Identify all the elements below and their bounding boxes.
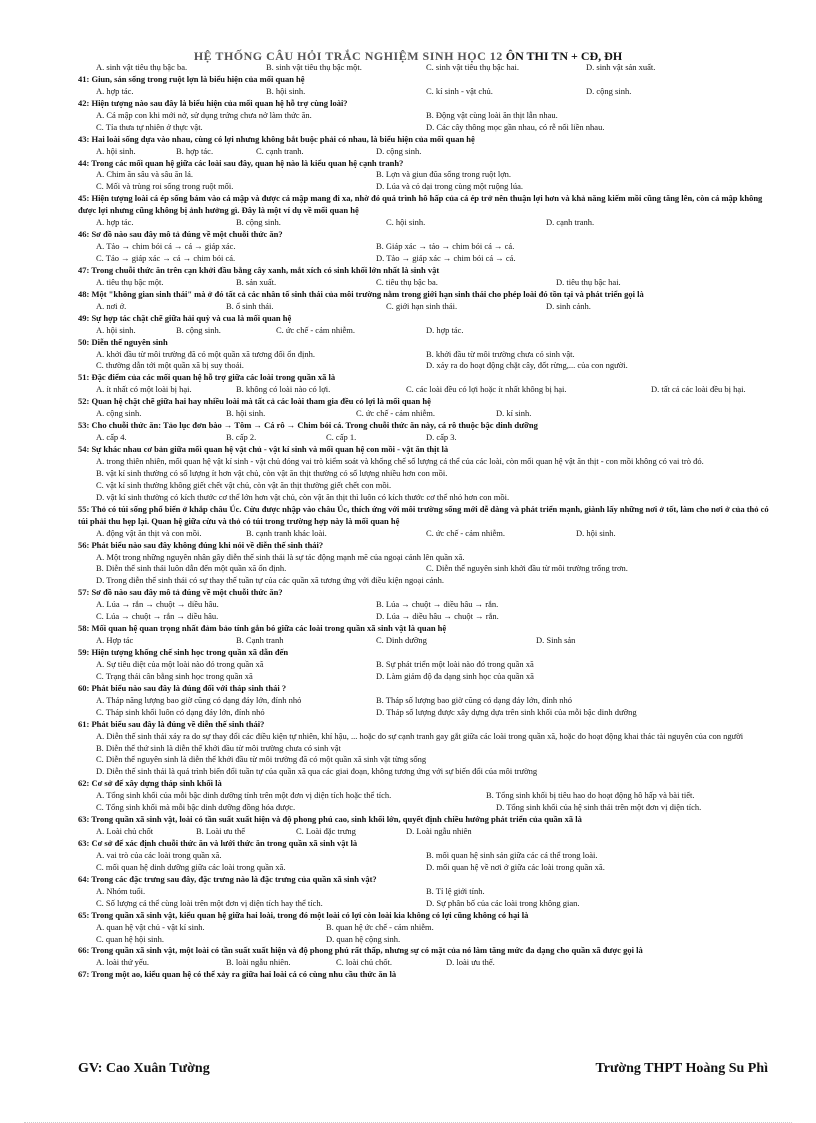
answer-option: B. Cạnh tranh	[236, 635, 284, 646]
answer-row	[78, 480, 774, 492]
answer-option: A. Diễn thế sinh thái xảy ra do sự thay đổi các điều kiện tự nhiên, khí hậu, ... hoặc do sự cạnh tranh gay gắt giữa các loài trong quần xã, hoặc do hoạt động khai thác tài nguyên của con người	[96, 730, 744, 741]
answer-option: B. Lúa → chuột → diều hâu → rắn.	[376, 599, 499, 610]
answer-row	[78, 898, 774, 910]
answer-row	[78, 790, 774, 802]
answer-option: A. Tháp năng lượng bao giờ cũng có dạng đáy lớn, đỉnh nhỏ	[96, 694, 302, 705]
answer-option: A. Lúa → rắn → chuột → diều hâu.	[96, 599, 219, 610]
answer-option: B. Diễn thế sinh thái luôn dẫn đến một quần xã ổn định.	[96, 563, 287, 574]
answer-row	[78, 886, 774, 898]
answer-option: A. hội sinh.	[96, 324, 136, 335]
answer-row	[78, 850, 774, 862]
question-text: 45: Hiện tượng loài cá ép sống bám vào cá mập và được cá mập mang đi xa, nhờ đó quá trình hô hấp của cá ép trở nên thuận lợi hơn và khả năng kiếm mồi cũng tăng lên, còn cá mập không được lợi nhưng cũng không bị ảnh hưởng gì. Đây là một ví dụ về mối quan hệ	[78, 193, 763, 216]
answer-row	[78, 934, 774, 946]
answer-option: B. Tổng sinh khối bị tiêu hao do hoạt động hô hấp và bài tiết.	[486, 790, 695, 801]
answer-option: B. sinh vật tiêu thụ bậc một.	[266, 62, 362, 72]
answer-row	[78, 802, 774, 814]
answer-option: C. Số lượng cá thể cùng loài trên một đơn vị diện tích hay thể tích.	[96, 897, 323, 908]
answer-option: D. cạnh tranh.	[546, 217, 595, 228]
question-text: 59: Hiện tượng khống chế sinh học trong quần xã dẫn đến	[78, 647, 289, 658]
answer-row	[78, 432, 774, 444]
answer-option: C. Tổng sinh khối mà mỗi bậc dinh dưỡng đồng hóa được.	[96, 802, 296, 813]
answer-option: D. Trong diễn thế sinh thái có sự thay thế tuần tự của các quần xã tương ứng với điều kiện ngoại cảnh.	[96, 575, 444, 586]
answer-option: B. cộng sinh.	[236, 217, 281, 228]
answer-row	[78, 754, 774, 766]
question-text: 44: Trong các mối quan hệ giữa các loài sau đây, quan hệ nào là kiểu quan hệ cạnh tranh?	[78, 157, 404, 168]
header-subtitle: ÔN THI TN + CĐ, ĐH	[505, 49, 623, 63]
answer-row	[78, 743, 774, 755]
answer-row	[78, 349, 774, 361]
answer-row	[78, 922, 774, 934]
footer-teacher: GV: Cao Xuân Tường	[78, 1061, 210, 1076]
answer-option: C. Tỉa thưa tự nhiên ở thực vật.	[96, 121, 203, 132]
answer-option: D. tất cả các loài đều bị hại.	[651, 384, 746, 395]
answer-option: B. ổ sinh thái.	[226, 300, 274, 311]
question-text: 53: Cho chuỗi thức ăn: Tảo lục đơn bào → Tôm → Cá rô → Chim bói cá. Trong chuỗi thức ăn này, cá rô thuộc bậc dinh dưỡng	[78, 420, 538, 431]
answer-row	[78, 325, 774, 337]
answer-option: D. Sinh sản	[536, 635, 576, 646]
answer-row	[78, 552, 774, 564]
answer-option: C. ức chế - cảm nhiễm.	[426, 527, 505, 538]
answer-option: A. động vật ăn thịt và con mồi.	[96, 527, 202, 538]
question-text: 49: Sự hợp tác chặt chẽ giữa hải quỳ và cua là mối quan hệ	[78, 312, 292, 323]
answer-option: B. quan hệ ức chế - cảm nhiễm.	[326, 921, 434, 932]
answer-option: D. Loài ngẫu nhiên	[406, 826, 472, 837]
question-text: 65: Trong quần xã sinh vật, kiểu quan hệ giữa hai loài, trong đó một loài có lợi còn loài kia không có lợi cũng không có hại là	[78, 909, 529, 920]
answer-option: A. Hợp tác	[96, 635, 134, 646]
question-text: 63: Cơ sở để xác định chuỗi thức ăn và lưới thức ăn trong quần xã sinh vật là	[78, 838, 358, 849]
answer-option: D. Diễn thế sinh thái là quá trình biến đổi tuần tự của quần xã qua các giai đoạn, không tương ứng với sự biến đổi của môi trường	[96, 766, 538, 777]
answer-option: B. Loài ưu thế	[196, 826, 245, 837]
question-text: 61: Phát biểu sau đây là đúng về diễn thế sinh thái?	[78, 718, 265, 729]
answer-option: A. Tảo → chim bói cá → cá → giáp xác.	[96, 241, 236, 252]
answer-row	[78, 635, 774, 647]
answer-row	[78, 110, 774, 122]
answer-row	[78, 384, 774, 396]
answer-option: A. Chim ăn sâu và sâu ăn lá.	[96, 169, 194, 180]
answer-option: D. Làm giảm độ đa dạng sinh học của quần xã	[376, 670, 534, 681]
answer-row	[78, 563, 774, 575]
answer-option: A. nơi ở.	[96, 300, 127, 311]
answer-option: C. các loài đều có lợi hoặc ít nhất không bị hại.	[406, 384, 567, 395]
answer-row	[78, 360, 774, 372]
answer-option: C. Dinh dưỡng	[376, 635, 427, 646]
answer-option: B. khởi đầu từ môi trường chưa có sinh vật.	[426, 348, 575, 359]
answer-option: C. Tháp sinh khối luôn có dạng đáy lớn, đỉnh nhỏ	[96, 706, 265, 717]
question-text: 48: Một "không gian sinh thái" mà ở đó tất cả các nhân tố sinh thái của môi trường nằm trong giới hạn sinh thái cho phép loài đó tồn tại và phát triển gọi là	[78, 288, 644, 299]
question-text: 57: Sơ đồ nào sau đây mô tả đúng về một chuỗi thức ăn?	[78, 587, 283, 598]
question-text: 54: Sự khác nhau cơ bản giữa mối quan hệ vật chủ - vật kí sinh và mối quan hệ con mồi - vật ăn thịt là	[78, 444, 449, 455]
question-text: 56: Phát biểu nào sau đây không đúng khi nói về diễn thế sinh thái?	[78, 539, 324, 550]
answer-option: B. sản xuất.	[236, 276, 277, 287]
footer-school: Trường THPT Hoàng Su Phì	[595, 1061, 768, 1076]
question-text: 52: Quan hệ chặt chẽ giữa hai hay nhiều loài mà tất cả các loài tham gia đều có lợi là mối quan hệ	[78, 396, 431, 407]
question-text: 42: Hiện tượng nào sau đây là biểu hiện của mối quan hệ hỗ trợ cùng loài?	[78, 97, 348, 108]
answer-row	[78, 766, 774, 778]
question-text: 58: Mối quan hệ quan trọng nhất đảm bảo tính gắn bó giữa các loài trong quần xã sinh vật là quan hệ	[78, 623, 447, 634]
answer-option: A. Tổng sinh khối của mỗi bậc dinh dưỡng tính trên một đơn vị diện tích hoặc thể tích.	[96, 790, 392, 801]
answer-option: C. vật kí sinh thường không giết chết vật chủ, còn vật ăn thịt thường giết chết con mồi.	[96, 479, 392, 490]
answer-option: B. hội sinh.	[226, 408, 266, 419]
answer-option: B. cộng sinh.	[176, 324, 221, 335]
answer-row	[78, 599, 774, 611]
answer-option: C. Lúa → chuột → rắn → diều hâu.	[96, 611, 219, 622]
question-text: 51: Đặc điểm của các mối quan hệ hỗ trợ giữa các loài trong quần xã là	[78, 372, 336, 383]
answer-option: A. Nhóm tuổi.	[96, 885, 146, 896]
answer-row	[78, 408, 774, 420]
answer-row	[78, 62, 774, 74]
answer-row	[78, 492, 774, 504]
answer-option: D. sinh vật sản xuất.	[586, 62, 656, 72]
question-list	[78, 62, 774, 981]
question-text: 60: Phát biểu nào sau đây là đúng đối với tháp sinh thái ?	[78, 682, 287, 693]
answer-option: B. Lợn và giun đũa sống trong ruột lợn.	[376, 169, 512, 180]
answer-option: C. Loài đặc trưng	[296, 826, 356, 837]
answer-option: C. quan hệ hội sinh.	[96, 933, 164, 944]
answer-option: B. mối quan hệ sinh sản giữa các cá thể trong loài.	[426, 849, 598, 860]
answer-row	[78, 122, 774, 134]
answer-option: C. thường dẫn tới một quần xã bị suy thoái.	[96, 360, 244, 371]
answer-option: A. hợp tác.	[96, 217, 134, 228]
answer-option: D. Tảo → giáp xác → chim bói cá → cá.	[376, 253, 516, 264]
question-text: 41: Giun, sán sống trong ruột lợn là biểu hiện của mối quan hệ	[78, 73, 305, 84]
answer-row	[78, 253, 774, 265]
answer-option: C. Mối và trùng roi sống trong ruột mối.	[96, 181, 234, 192]
answer-option: A. Một trong những nguyên nhân gây diễn thế sinh thái là sự tác động mạnh mẽ của ngoại cảnh lên quần xã.	[96, 551, 465, 562]
answer-option: C. Trạng thái cân bằng sinh học trong quần xã	[96, 670, 253, 681]
answer-option: B. loài ngẫu nhiên.	[226, 957, 291, 968]
answer-row	[78, 659, 774, 671]
answer-option: C. Tảo → giáp xác → cá → chim bói cá.	[96, 253, 236, 264]
answer-option: A. Sự tiêu diệt của một loài nào đó trong quần xã	[96, 658, 264, 669]
answer-row	[78, 169, 774, 181]
answer-option: A. tiêu thụ bậc một.	[96, 276, 164, 287]
answer-row	[78, 862, 774, 874]
answer-option: D. hội sinh.	[576, 527, 616, 538]
answer-option: A. ít nhất có một loài bị hại.	[96, 384, 192, 395]
answer-option: A. quan hệ vật chủ - vật kí sinh.	[96, 921, 205, 932]
answer-option: C. cạnh tranh.	[256, 145, 304, 156]
question-text: 66: Trong quần xã sinh vật, một loài có tần suất xuất hiện và độ phong phú rất thấp, nhưng sự có mặt của nó làm tăng mức đa dạng cho quần xã được gọi là	[78, 945, 643, 956]
answer-row	[78, 826, 774, 838]
answer-option: C. ức chế - cảm nhiễm.	[356, 408, 435, 419]
answer-row	[78, 611, 774, 623]
answer-option: D. quan hệ cộng sinh.	[326, 933, 401, 944]
answer-option: D. tiêu thụ bậc hai.	[556, 276, 621, 287]
answer-option: D. hợp tác.	[426, 324, 464, 335]
answer-option: D. Tháp số lượng được xây dựng dựa trên sinh khối của mỗi bậc dinh dưỡng	[376, 706, 637, 717]
answer-option: D. cộng sinh.	[586, 85, 632, 96]
answer-option: C. loài chủ chốt.	[336, 957, 392, 968]
answer-option: D. vật kí sinh thường có kích thước cơ thể lớn hơn vật chủ, còn vật ăn thịt thì luôn có kích thước cơ thể nhỏ hơn con mồi.	[96, 491, 510, 502]
answer-option: B. hội sinh.	[266, 85, 306, 96]
answer-row	[78, 575, 774, 587]
answer-option: D. mối quan hệ về nơi ở giữa các loài trong quần xã.	[426, 861, 605, 872]
answer-option: D. sinh cảnh.	[546, 300, 591, 311]
answer-option: A. khởi đầu từ môi trường đã có một quần xã tương đối ổn định.	[96, 348, 316, 359]
answer-option: B. Diễn thế thứ sinh là diễn thế khởi đầu từ môi trường chưa có sinh vật	[96, 742, 341, 753]
answer-option: A. Loài chủ chốt	[96, 826, 154, 837]
question-text: 64: Trong các đặc trưng sau đây, đặc trưng nào là đặc trưng của quần xã sinh vật?	[78, 873, 377, 884]
answer-option: D. kí sinh.	[496, 408, 532, 419]
answer-option: C. sinh vật tiêu thụ bậc hai.	[426, 62, 520, 72]
answer-option: B. Động vật cùng loài ăn thịt lẫn nhau.	[426, 109, 558, 120]
answer-option: C. mối quan hệ dinh dưỡng giữa các loài trong quần xã.	[96, 861, 286, 872]
answer-option: A. Cá mập con khi mới nở, sử dụng trứng chưa nở làm thức ăn.	[96, 109, 312, 120]
answer-option: A. trong thiên nhiên, mối quan hệ vật kí sinh - vật chủ đóng vai trò kiểm soát và khống chế số lượng cá thể của các loài, còn mối quan hệ vật ăn thịt - con mồi không có vai trò đó.	[96, 455, 704, 466]
answer-option: B. Tỉ lệ giới tính.	[426, 885, 485, 896]
answer-option: D. loài ưu thế.	[446, 957, 495, 968]
answer-option: C. kí sinh - vật chủ.	[426, 85, 493, 96]
question-text: 63: Trong quần xã sinh vật, loài có tần suất xuất hiện và độ phong phú cao, sinh khối lớn, quyết định chiều hướng phát triển của quần xã là	[78, 814, 582, 825]
answer-option: C. hội sinh.	[386, 217, 426, 228]
answer-row	[78, 86, 774, 98]
answer-option: D. cộng sinh.	[376, 145, 422, 156]
answer-option: B. Sự phát triển một loài nào đó trong quần xã	[376, 658, 534, 669]
answer-option: B. cạnh tranh khác loài.	[246, 527, 327, 538]
answer-option: B. Tháp số lượng bao giờ cũng có dạng đáy lớn, đỉnh nhỏ	[376, 694, 572, 705]
answer-row	[78, 181, 774, 193]
answer-option: B. không có loài nào có lợi.	[236, 384, 331, 395]
page-footer	[78, 1061, 768, 1077]
answer-option: D. Sự phân bố của các loài trong không gian.	[426, 897, 580, 908]
answer-row	[78, 695, 774, 707]
answer-row	[78, 217, 774, 229]
answer-option: D. Các cây thông mọc gần nhau, có rễ nối liền nhau.	[426, 121, 605, 132]
answer-option: C. ức chế - cảm nhiễm.	[276, 324, 355, 335]
answer-option: D. xảy ra do hoạt động chặt cây, đốt rừng,... của con người.	[426, 360, 628, 371]
answer-option: A. loài thứ yếu.	[96, 957, 150, 968]
question-text: 67: Trong một ao, kiểu quan hệ có thể xảy ra giữa hai loài cá có cùng nhu cầu thức ăn là	[78, 969, 397, 980]
answer-row	[78, 468, 774, 480]
answer-row	[78, 301, 774, 313]
question-text: 47: Trong chuỗi thức ăn trên cạn khởi đầu bằng cây xanh, mắt xích có sinh khối lớn nhất là sinh vật	[78, 264, 440, 275]
answer-option: A. hợp tác.	[96, 85, 134, 96]
question-text: 55: Thỏ có túi sống phổ biến ở khắp châu Úc. Cừu được nhập vào châu Úc, thích ứng với môi trường sống mới dễ dàng và phát triển mạnh, giành lấy những nơi ở tốt, làm cho nơi ở của thỏ có túi phải thu hẹp lại. Quan hệ giữa cừu và thỏ có túi trong trường hợp này là mối quan hệ	[78, 503, 769, 526]
answer-option: B. vật kí sinh thường có số lượng ít hơn vật chủ, còn vật ăn thịt thường có số lượng nhiều hơn con mồi.	[96, 467, 448, 478]
answer-option: D. cấp 3.	[426, 432, 457, 443]
answer-option: C. tiêu thụ bậc ba.	[376, 276, 438, 287]
answer-option: A. vai trò của các loài trong quần xã.	[96, 849, 222, 860]
answer-option: A. cộng sinh.	[96, 408, 142, 419]
question-text: 43: Hai loài sống dựa vào nhau, cùng có lợi nhưng không bắt buộc phải có nhau, là biểu hiện của mối quan hệ	[78, 133, 475, 144]
answer-row	[78, 528, 774, 540]
question-text: 50: Diễn thế nguyên sinh	[78, 336, 168, 347]
answer-option: A. sinh vật tiêu thụ bậc ba.	[96, 62, 188, 72]
question-text: 46: Sơ đồ nào sau đây mô tả đúng về một chuỗi thức ăn?	[78, 229, 283, 240]
answer-option: C. Diễn thế nguyên sinh khởi đầu từ môi trường trống trơn.	[426, 563, 628, 574]
answer-option: D. Tổng sinh khối của hệ sinh thái trên một đơn vị diện tích.	[496, 802, 702, 813]
header-title: HỆ THỐNG CÂU HỎI TRẮC NGHIỆM SINH HỌC 12	[193, 49, 503, 63]
answer-option: D. Lúa → diều hâu → chuột → rắn.	[376, 611, 499, 622]
answer-option: A. hội sinh.	[96, 145, 136, 156]
answer-option: D. Lúa và cỏ dại trong cùng một ruộng lúa.	[376, 181, 524, 192]
answer-option: B. hợp tác.	[176, 145, 214, 156]
answer-row	[78, 146, 774, 158]
answer-row	[78, 241, 774, 253]
answer-option: B. cấp 2.	[226, 432, 257, 443]
answer-option: A. cấp 4.	[96, 432, 127, 443]
answer-option: C. Diễn thế nguyên sinh là diễn thế khởi đầu từ môi trường đã có một quần xã sinh vật từng sống	[96, 754, 427, 765]
answer-row	[78, 957, 774, 969]
answer-row	[78, 277, 774, 289]
answer-row	[78, 707, 774, 719]
answer-option: C. cấp 1.	[326, 432, 357, 443]
answer-option: B. Giáp xác → tảo → chim bói cá → cá.	[376, 241, 515, 252]
answer-row	[78, 671, 774, 683]
question-text: 62: Cơ sở để xây dựng tháp sinh khối là	[78, 778, 222, 789]
answer-option: C. giới hạn sinh thái.	[386, 300, 458, 311]
